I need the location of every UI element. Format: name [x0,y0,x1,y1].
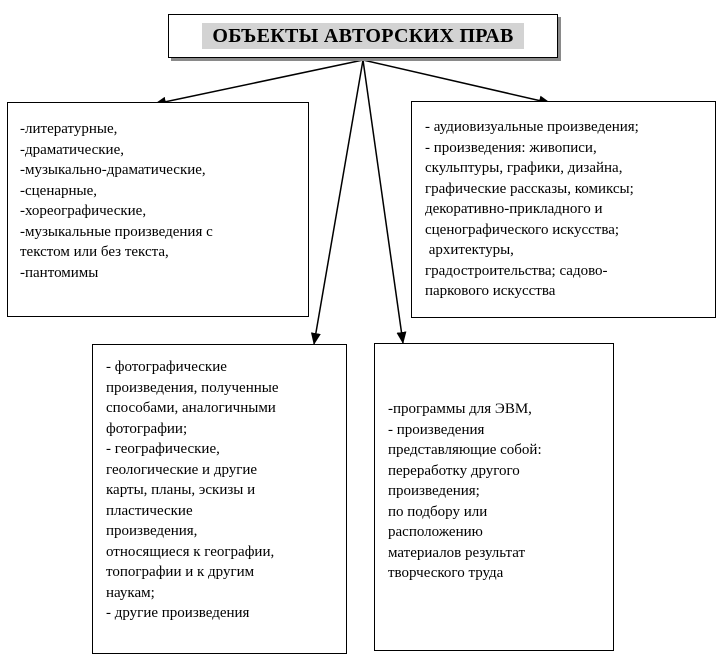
box-line: градостроительства; садово- [425,262,608,279]
arrow-to-bottom-left-box [314,60,363,344]
box-line: топографии и к другим [106,564,255,580]
box-line: - географические, [106,441,220,457]
box-line: произведения, полученные [106,379,279,396]
box-line: карты, планы, эскизы и [106,482,256,498]
diagram-title: ОБЪЕКТЫ АВТОРСКИХ ПРАВ [202,23,523,49]
box-line: -музыкальные произведения с [20,223,213,240]
box-line: декоративно-прикладного и [425,201,603,217]
box-line: сценографического искусства; [425,221,620,238]
box-line: творческого труда [388,565,504,581]
box-line: -литературные, [20,121,118,137]
literary-works-box [7,102,309,317]
box-line: относящиеся к географии, [106,543,275,560]
box-line: произведения; [388,483,480,499]
photo-maps-box [92,344,347,654]
box-line: -пантомимы [20,264,99,281]
arrow-to-right-box [363,60,550,103]
box-line: текстом или без текста, [20,244,169,260]
title-box [168,14,558,58]
box-line: -программы для ЭВМ, [388,401,532,417]
box-line: архитектуры, [425,242,514,258]
arrow-to-bottom-right-box [363,60,403,343]
box-line: расположению [388,524,483,540]
box-line: скульптуры, графики, дизайна, [425,160,623,176]
box-line: пластические [106,502,193,519]
box-line: - аудиовизуальные произведения; [425,119,639,135]
box-line: - другие произведения [106,605,250,621]
box-line: наукам; [106,584,155,601]
box-line: произведения, [106,523,198,539]
box-line: -музыкально-драматические, [20,162,206,178]
box-line: материалов результат [388,544,526,561]
box-line: -сценарные, [20,182,98,199]
box-line: фотографии; [106,420,188,437]
box-line: - фотографические [106,359,227,375]
box-line: переработку другого [388,462,520,479]
box-line: - произведения: живописи, [425,139,597,156]
box-line: геологические и другие [106,461,258,478]
audiovisual-art-box [411,101,716,318]
arrow-to-left-box [155,60,363,104]
box-line: по подбору или [388,503,488,520]
box-line: способами, аналогичными [106,400,276,416]
software-derivative-box [374,343,614,651]
box-line: -драматические, [20,141,124,158]
box-line: - произведения [388,421,485,438]
box-line: паркового искусства [425,283,556,299]
box-line: графические рассказы, комиксы; [425,180,634,197]
box-line: представляющие собой: [388,442,542,458]
box-line: -хореографические, [20,203,147,219]
